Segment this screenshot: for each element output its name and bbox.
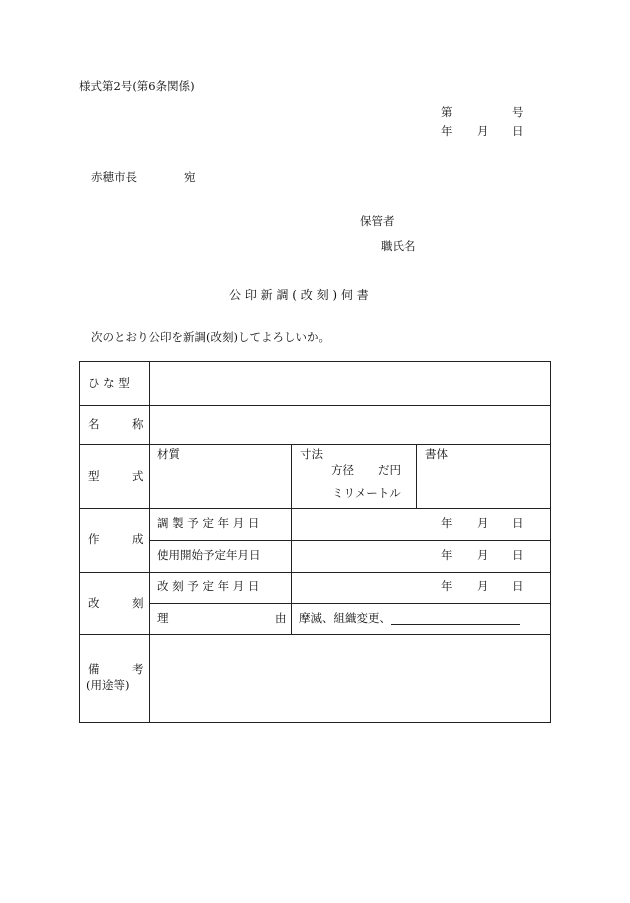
recarve-date-day: 日 — [512, 579, 524, 593]
column-divider — [149, 362, 150, 722]
dimension-square: 方径 — [331, 463, 354, 477]
date-month: 月 — [477, 124, 489, 138]
dimension-label: 寸法 — [300, 447, 323, 461]
recarve-label-right: 刻 — [132, 596, 144, 610]
column-divider — [416, 444, 417, 508]
format-label-left: 型 — [88, 469, 100, 483]
manufacture-date-year: 年 — [441, 516, 453, 530]
row-divider — [80, 444, 550, 445]
creation-label-right: 成 — [132, 532, 144, 546]
row-divider — [150, 603, 550, 604]
use-start-date-year: 年 — [441, 548, 453, 562]
recarve-date-label: 改 刻 予 定 年 月 日 — [157, 579, 260, 593]
row-divider — [80, 634, 550, 635]
manufacture-date-month: 月 — [477, 516, 489, 530]
row-divider — [80, 572, 550, 573]
reason-label-right: 由 — [275, 611, 287, 625]
dimension-unit: ミリメートル — [332, 486, 401, 500]
application-table — [79, 361, 551, 723]
creation-label-left: 作 — [88, 532, 100, 546]
remarks-sublabel: (用途等) — [86, 678, 130, 692]
row-divider — [80, 405, 550, 406]
reason-blank-line — [391, 624, 520, 625]
applicant-name-label: 職氏名 — [381, 239, 416, 253]
recarve-date-month: 月 — [477, 579, 489, 593]
addressee-honorific: 宛 — [184, 170, 196, 184]
recarve-date-year: 年 — [441, 579, 453, 593]
row-divider — [80, 508, 550, 509]
date-year: 年 — [441, 124, 453, 138]
use-start-date-day: 日 — [512, 548, 524, 562]
row-divider — [150, 540, 550, 541]
remarks-label-left: 備 — [88, 662, 100, 676]
manufacture-date-label: 調 製 予 定 年 月 日 — [157, 516, 260, 530]
document-title: 公 印 新 調 ( 改 刻 ) 伺 書 — [229, 288, 369, 302]
reason-options: 摩滅、組織変更、 — [299, 611, 391, 625]
column-divider — [291, 444, 292, 634]
addressee-name: 赤穂市長 — [91, 170, 137, 184]
format-label-right: 式 — [132, 469, 144, 483]
name-label-right: 称 — [132, 417, 144, 431]
body-text: 次のとおり公印を新調(改刻)してよろしいか。 — [91, 330, 330, 344]
form-number: 様式第2号(第6条関係) — [79, 79, 195, 93]
reason-label-left: 理 — [157, 611, 169, 625]
date-day: 日 — [512, 124, 524, 138]
doc-number-suffix: 号 — [512, 105, 524, 119]
remarks-label-right: 考 — [132, 662, 144, 676]
hinagata-label: ひ な 型 — [88, 376, 130, 390]
name-label-left: 名 — [88, 417, 100, 431]
manufacture-date-day: 日 — [512, 516, 524, 530]
recarve-label-left: 改 — [88, 596, 100, 610]
material-label: 材質 — [157, 447, 180, 461]
use-start-date-label: 使用開始予定年月日 — [157, 548, 261, 562]
typeface-label: 書体 — [425, 447, 448, 461]
use-start-date-month: 月 — [477, 548, 489, 562]
applicant-role: 保管者 — [360, 214, 395, 228]
doc-number-prefix: 第 — [441, 105, 453, 119]
dimension-circle: だ円 — [378, 463, 401, 477]
